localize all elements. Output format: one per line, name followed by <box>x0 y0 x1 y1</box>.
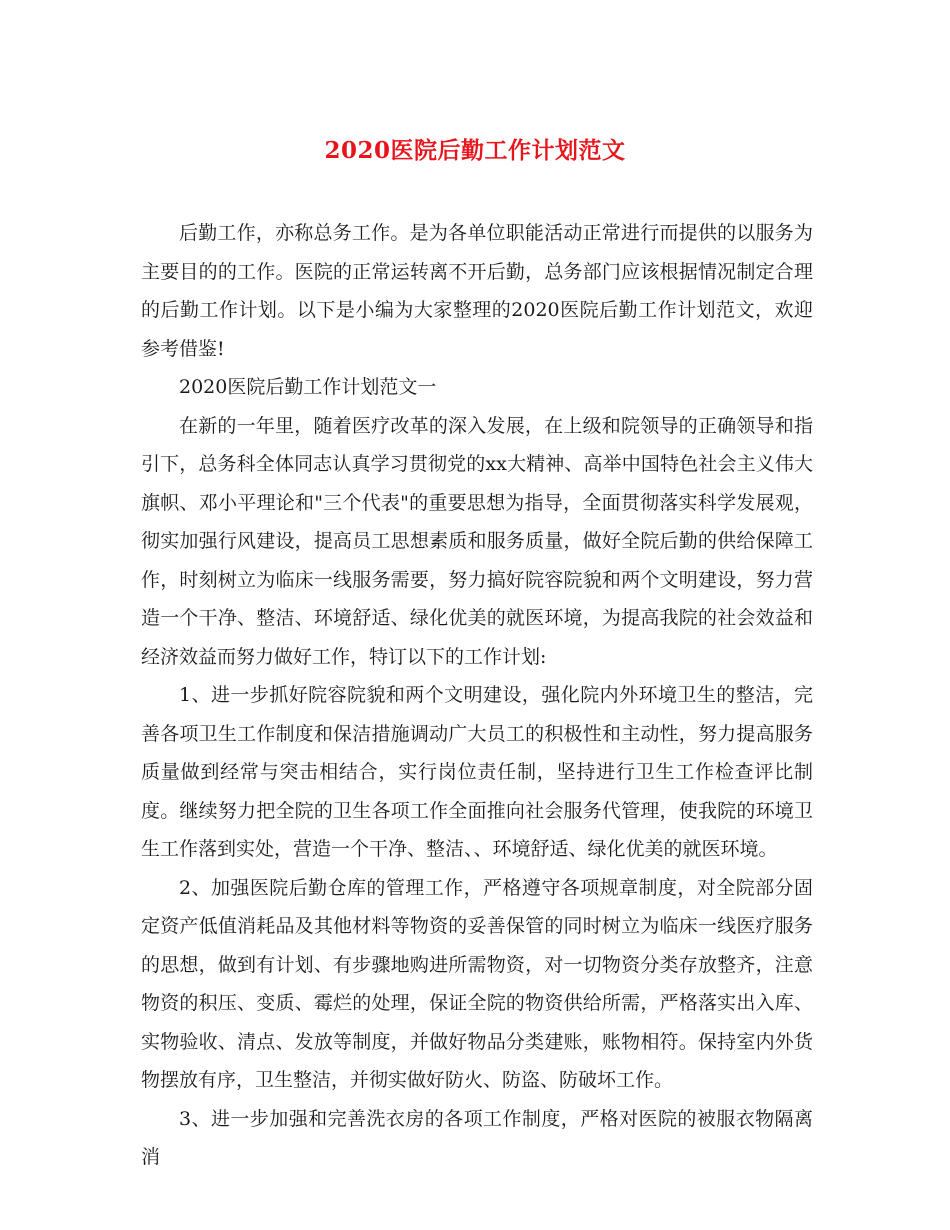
section-heading: 2020医院后勤工作计划范文一 <box>179 376 437 398</box>
list-item-1: 1、进一步抓好院容院貌和两个文明建设，强化院内外环境卫生的整洁，完善各项卫生工作制度和保洁措施调动广大员工的积极性和主动性，努力提高服务质量做到经常与突击相结合，实行岗位责任制，坚持进行卫生工作检查评比制度。继续努力把全院的卫生各项工作全面推向社会服务代管理，使我院的环境卫生工作落到实处，营造一个干净、整洁、、环境舒适、绿化优美的就医环境。 <box>141 684 813 860</box>
document-title: 2020医院后勤工作计划范文 <box>324 137 626 164</box>
list-item-3: 3、进一步加强和完善洗衣房的各项工作制度，严格对医院的被服衣物隔离消 <box>141 1107 813 1168</box>
body-paragraph: 在新的一年里，随着医疗改革的深入发展，在上级和院领导的正确领导和指引下，总务科全体同志认真学习贯彻党的xx大精神、高举中国特色社会主义伟大旗帜、邓小平理论和"三个代表"的重要思想为指导，全面贯彻落实科学发展观，彻实加强行风建设，提高员工思想素质和服务质量，做好全院后勤的供给保障工作，时刻树立为临床一线服务需要，努力搞好院容院貌和两个文明建设，努力营造一个干净、整洁、环境舒适、绿化优美的就医环境，为提高我院的社会效益和经济效益而努力做好工作，特订以下的工作计划: <box>141 414 813 668</box>
document-body <box>141 214 813 1177</box>
list-item-2: 2、加强医院后勤仓库的管理工作，严格遵守各项规章制度，对全院部分固定资产低值消耗品及其他材料等物资的妥善保管的同时树立为临床一线医疗服务的思想，做到有计划、有步骤地购进所需物资，对一切物资分类存放整齐，注意物资的积压、变质、霉烂的处理，保证全院的物资供给所需，严格落实出入库、实物验收、清点、发放等制度，并做好物品分类建账，账物相符。保持室内外货物摆放有序，卫生整洁，并彻实做好防火、防盗、防破坏工作。 <box>141 876 813 1091</box>
intro-paragraph: 后勤工作，亦称总务工作。是为各单位职能活动正常进行而提供的以服务为主要目的的工作。医院的正常运转离不开后勤，总务部门应该根据情况制定合理的后勤工作计划。以下是小编为大家整理的2020医院后勤工作计划范文，欢迎参考借鉴! <box>141 222 813 360</box>
